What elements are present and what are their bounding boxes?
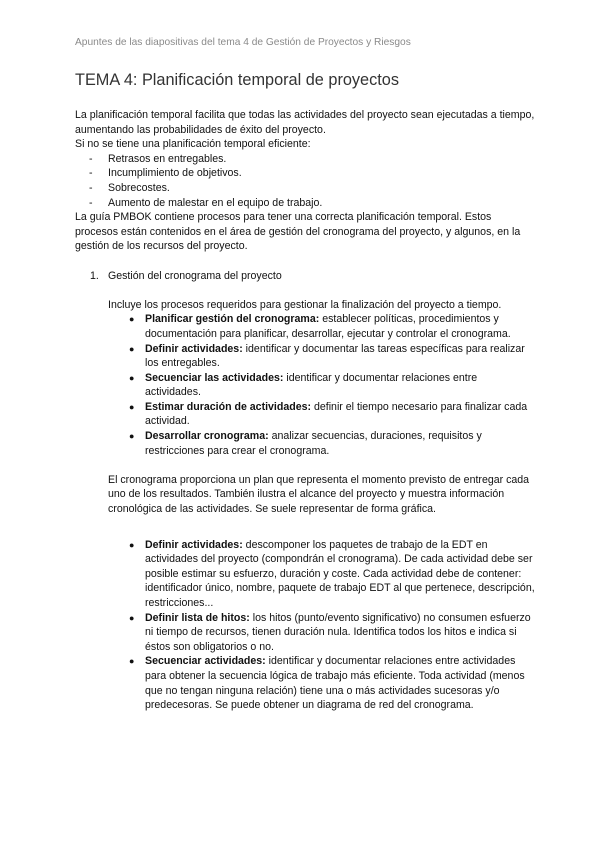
list-item <box>108 342 535 371</box>
risk-text: Retrasos en entregables. <box>108 152 227 165</box>
page-header: Apuntes de las diapositivas del tema 4 de Gestión de Proyectos y Riesgos <box>75 37 411 48</box>
list-item <box>108 429 535 458</box>
section-title: Gestión del cronograma del proyecto <box>108 269 282 282</box>
term: Definir lista de hitos: <box>145 611 250 624</box>
dash-marker: - <box>89 152 93 165</box>
schedule-paragraph: El cronograma proporciona un plan que representa el momento previsto de entregar cada uno de los resultados. También ilustra el alcance del proyecto y muestra información cronológica de las actividades. Se suele representar de forma gráfica. <box>108 473 530 516</box>
risk-list <box>75 152 535 210</box>
dash-marker: - <box>89 167 93 180</box>
bullet-icon: ● <box>129 539 135 550</box>
term-desc: identificar y documentar las tareas específicas para realizar los entregables. <box>145 342 525 370</box>
pmbok-paragraph: La guía PMBOK contiene procesos para tener una correcta planificación temporal. Estos procesos están contenidos en el área de gestión del cronograma del proyecto, y algunos, en la gestión de los recursos del proyecto. <box>75 211 521 253</box>
term: Definir actividades: <box>145 538 243 551</box>
bullet-icon: ● <box>129 343 135 354</box>
list-item <box>75 152 535 167</box>
page-title: TEMA 4: Planificación temporal de proyectos <box>75 71 399 89</box>
list-item <box>108 538 535 611</box>
term-desc: identificar y documentar relaciones entre actividades. <box>145 371 478 399</box>
section-heading <box>75 269 535 284</box>
document-body <box>75 108 535 713</box>
section-number: 1. <box>90 269 99 282</box>
list-item <box>75 196 535 211</box>
term-desc: analizar secuencias, duraciones, requisitos y restricciones para crear el cronograma. <box>145 430 482 457</box>
bullet-icon: ● <box>129 372 135 383</box>
bullet-icon: ● <box>129 612 135 623</box>
risk-text: Aumento de malestar en el equipo de trabajo. <box>108 196 323 209</box>
term: Secuenciar las actividades: <box>145 371 284 384</box>
risk-text: Incumplimiento de objetivos. <box>108 167 242 180</box>
term-desc: definir el tiempo necesario para finalizar cada actividad. <box>145 400 528 428</box>
list-item <box>75 166 535 181</box>
section-body <box>75 298 535 713</box>
process-list <box>108 312 535 458</box>
processes-lead: Incluye los procesos requeridos para gestionar la finalización del proyecto a tiempo. <box>108 298 502 311</box>
list-item <box>108 654 535 712</box>
term: Estimar duración de actividades: <box>145 400 312 413</box>
term-desc: descomponer los paquetes de trabajo de la EDT en actividades del proyecto (compondrán el cronograma). De cada actividad debe ser posible estimar su esfuerzo, duración y coste. Cada actividad debe de contener: identificador único, nombre, paquete de trabajo EDT al que pertenece, descripción, restricciones... <box>145 538 535 609</box>
intro-paragraph: La planificación temporal facilita que todas las actividades del proyecto sean ejecutadas a tiempo, aumentando las probabilidades de éxito del proyecto. <box>75 109 535 136</box>
bullet-icon: ● <box>129 656 135 667</box>
bullet-icon: ● <box>129 314 135 325</box>
bullet-icon: ● <box>129 431 135 442</box>
risk-intro: Si no se tiene una planificación temporal eficiente: <box>75 138 311 151</box>
list-item <box>108 371 535 400</box>
dash-marker: - <box>89 181 93 194</box>
list-item <box>108 611 535 655</box>
term: Definir actividades: <box>145 342 243 355</box>
term-desc: establecer políticas, procedimientos y documentación para planificar, desarrollar, ejecutar y controlar el cronograma. <box>145 313 511 340</box>
term-desc: los hitos (punto/evento significativo) no consumen esfuerzo ni tiempo de recursos, tienen duración nula. Identifica todos los hitos e indica si éstos son obligatorios o no. <box>145 611 531 653</box>
term: Secuenciar actividades: <box>145 655 266 668</box>
detail-list <box>108 538 535 713</box>
term: Planificar gestión del cronograma: <box>145 313 320 326</box>
term: Desarrollar cronograma: <box>145 430 269 443</box>
bullet-icon: ● <box>129 401 135 412</box>
dash-marker: - <box>89 196 93 209</box>
list-item <box>108 312 535 341</box>
list-item <box>75 181 535 196</box>
list-item <box>108 400 535 429</box>
term-desc: identificar y documentar relaciones entre actividades para obtener la secuencia lógica de trabajo más eficiente. Toda actividad (menos que no tengan ninguna relación) tiene una o más actividades sucesoras y/o predecesoras. Se puede obtener un diagrama de red del cronograma. <box>145 655 525 712</box>
risk-text: Sobrecostes. <box>108 181 170 194</box>
